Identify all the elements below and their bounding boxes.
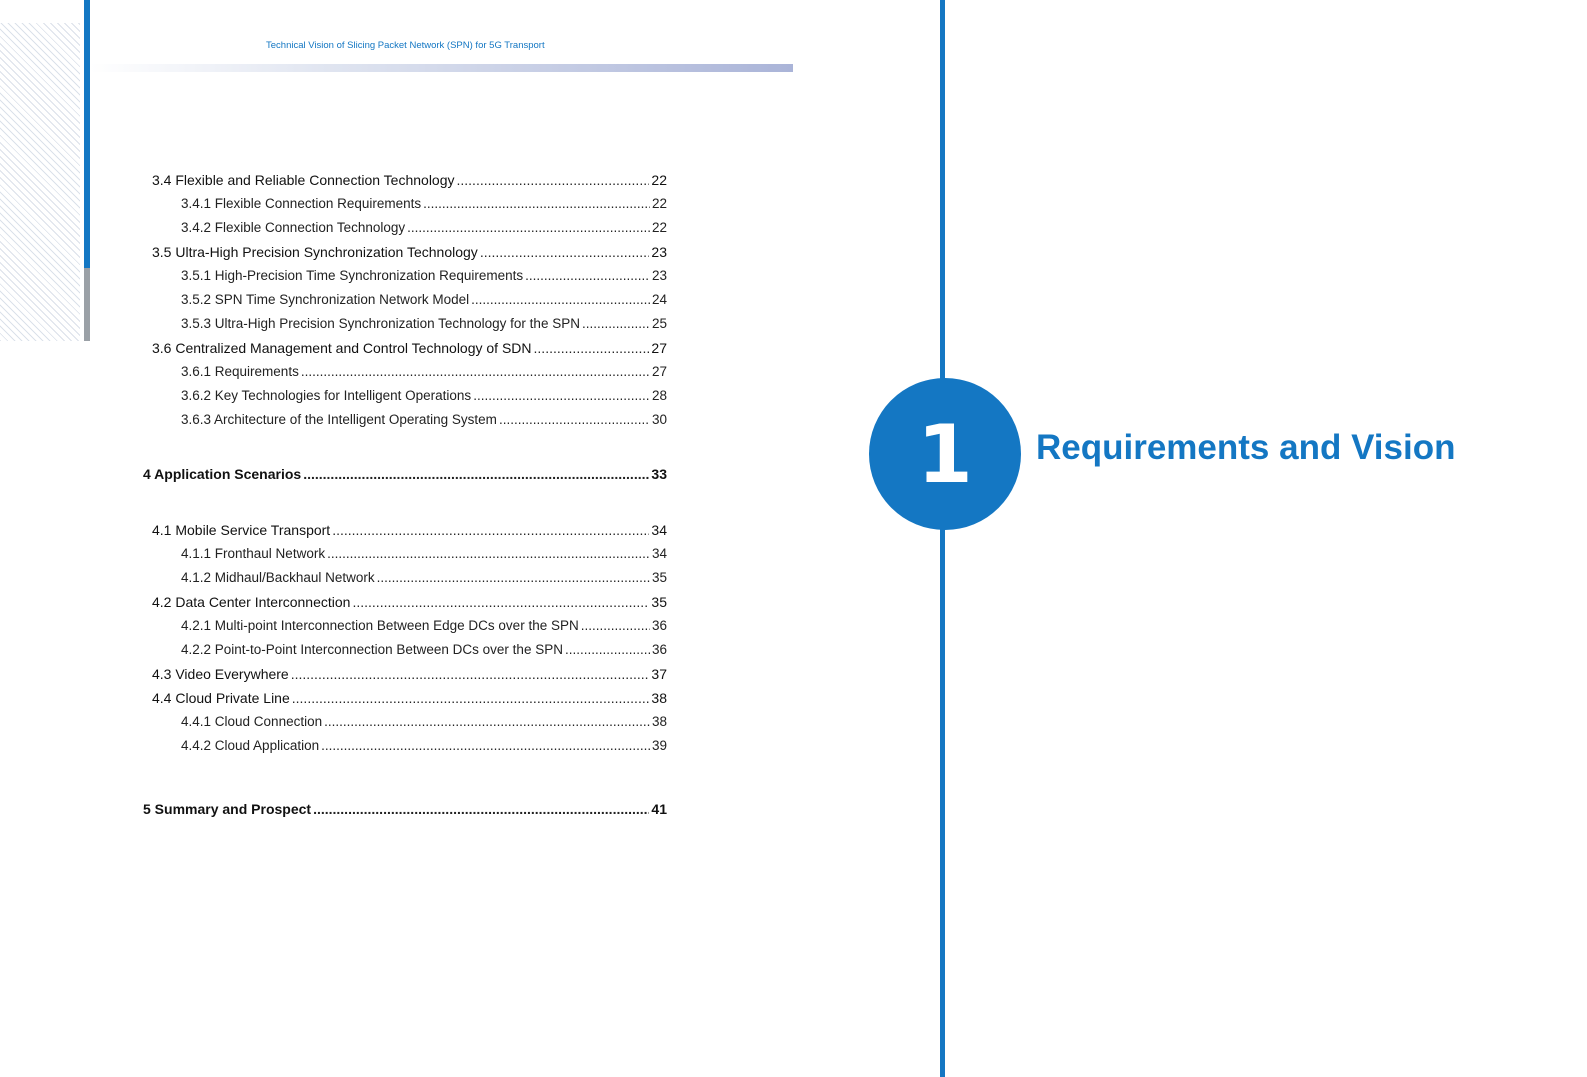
toc-entry[interactable]: 4.2.1 Multi-point Interconnection Between Edge DCs over the SPN ..... 36 — [181, 616, 667, 636]
chapter-number-badge: 1 — [869, 378, 1021, 530]
toc-entry[interactable]: 4.1.2 Midhaul/Backhaul Network ..... 35 — [181, 568, 667, 588]
toc-entry[interactable]: 3.5.2 SPN Time Synchronization Network Model ..... 24 — [181, 290, 667, 310]
toc-entry[interactable]: 3.4 Flexible and Reliable Connection Technology ..... 22 — [152, 170, 667, 190]
toc-entry-chapter[interactable]: 4 Application Scenarios ..... 33 — [143, 464, 667, 484]
left-accent-bar — [84, 0, 90, 268]
toc-entry[interactable]: 3.6.2 Key Technologies for Intelligent Operations ..... 28 — [181, 386, 667, 406]
toc-entry[interactable]: 3.6.1 Requirements ..... 27 — [181, 362, 667, 382]
toc-entry[interactable]: 3.6 Centralized Management and Control Technology of SDN ..... 27 — [152, 338, 667, 358]
toc-entry[interactable]: 3.5.1 High-Precision Time Synchronization Requirements ..... 23 — [181, 266, 667, 286]
toc-entry[interactable]: 4.3 Video Everywhere ..... 37 — [152, 664, 667, 684]
toc-entry[interactable]: 4.4 Cloud Private Line ..... 38 — [152, 688, 667, 708]
toc-entry[interactable]: 4.1.1 Fronthaul Network ..... 34 — [181, 544, 667, 564]
header-rule — [90, 64, 793, 72]
toc-entry[interactable]: 3.5.3 Ultra-High Precision Synchronization Technology for the SPN ..... 25 — [181, 314, 667, 334]
chapter-title: Requirements and Vision — [1036, 428, 1456, 467]
toc-entry[interactable]: 3.4.2 Flexible Connection Technology ..... 22 — [181, 218, 667, 238]
running-header: Technical Vision of Slicing Packet Network (SPN) for 5G Transport — [266, 40, 545, 51]
toc-entry[interactable]: 3.4.1 Flexible Connection Requirements ..... 22 — [181, 194, 667, 214]
toc-entry[interactable]: 3.5 Ultra-High Precision Synchronization Technology ..... 23 — [152, 242, 667, 262]
left-gray-bar — [84, 268, 90, 341]
toc-entry[interactable]: 4.4.2 Cloud Application ..... 39 — [181, 736, 667, 756]
toc-entry-chapter[interactable]: 5 Summary and Prospect ..... 41 — [143, 799, 667, 819]
spine-line — [940, 0, 945, 1077]
toc-entry[interactable]: 4.1 Mobile Service Transport ..... 34 — [152, 520, 667, 540]
toc-entry[interactable]: 4.2.2 Point-to-Point Interconnection Between DCs over the SPN ..... 36 — [181, 640, 667, 660]
toc-entry[interactable]: 4.2 Data Center Interconnection ..... 35 — [152, 592, 667, 612]
toc-entry[interactable]: 3.6.3 Architecture of the Intelligent Operating System ..... 30 — [181, 410, 667, 430]
hatch-decoration — [0, 23, 80, 341]
toc-entry[interactable]: 4.4.1 Cloud Connection ..... 38 — [181, 712, 667, 732]
